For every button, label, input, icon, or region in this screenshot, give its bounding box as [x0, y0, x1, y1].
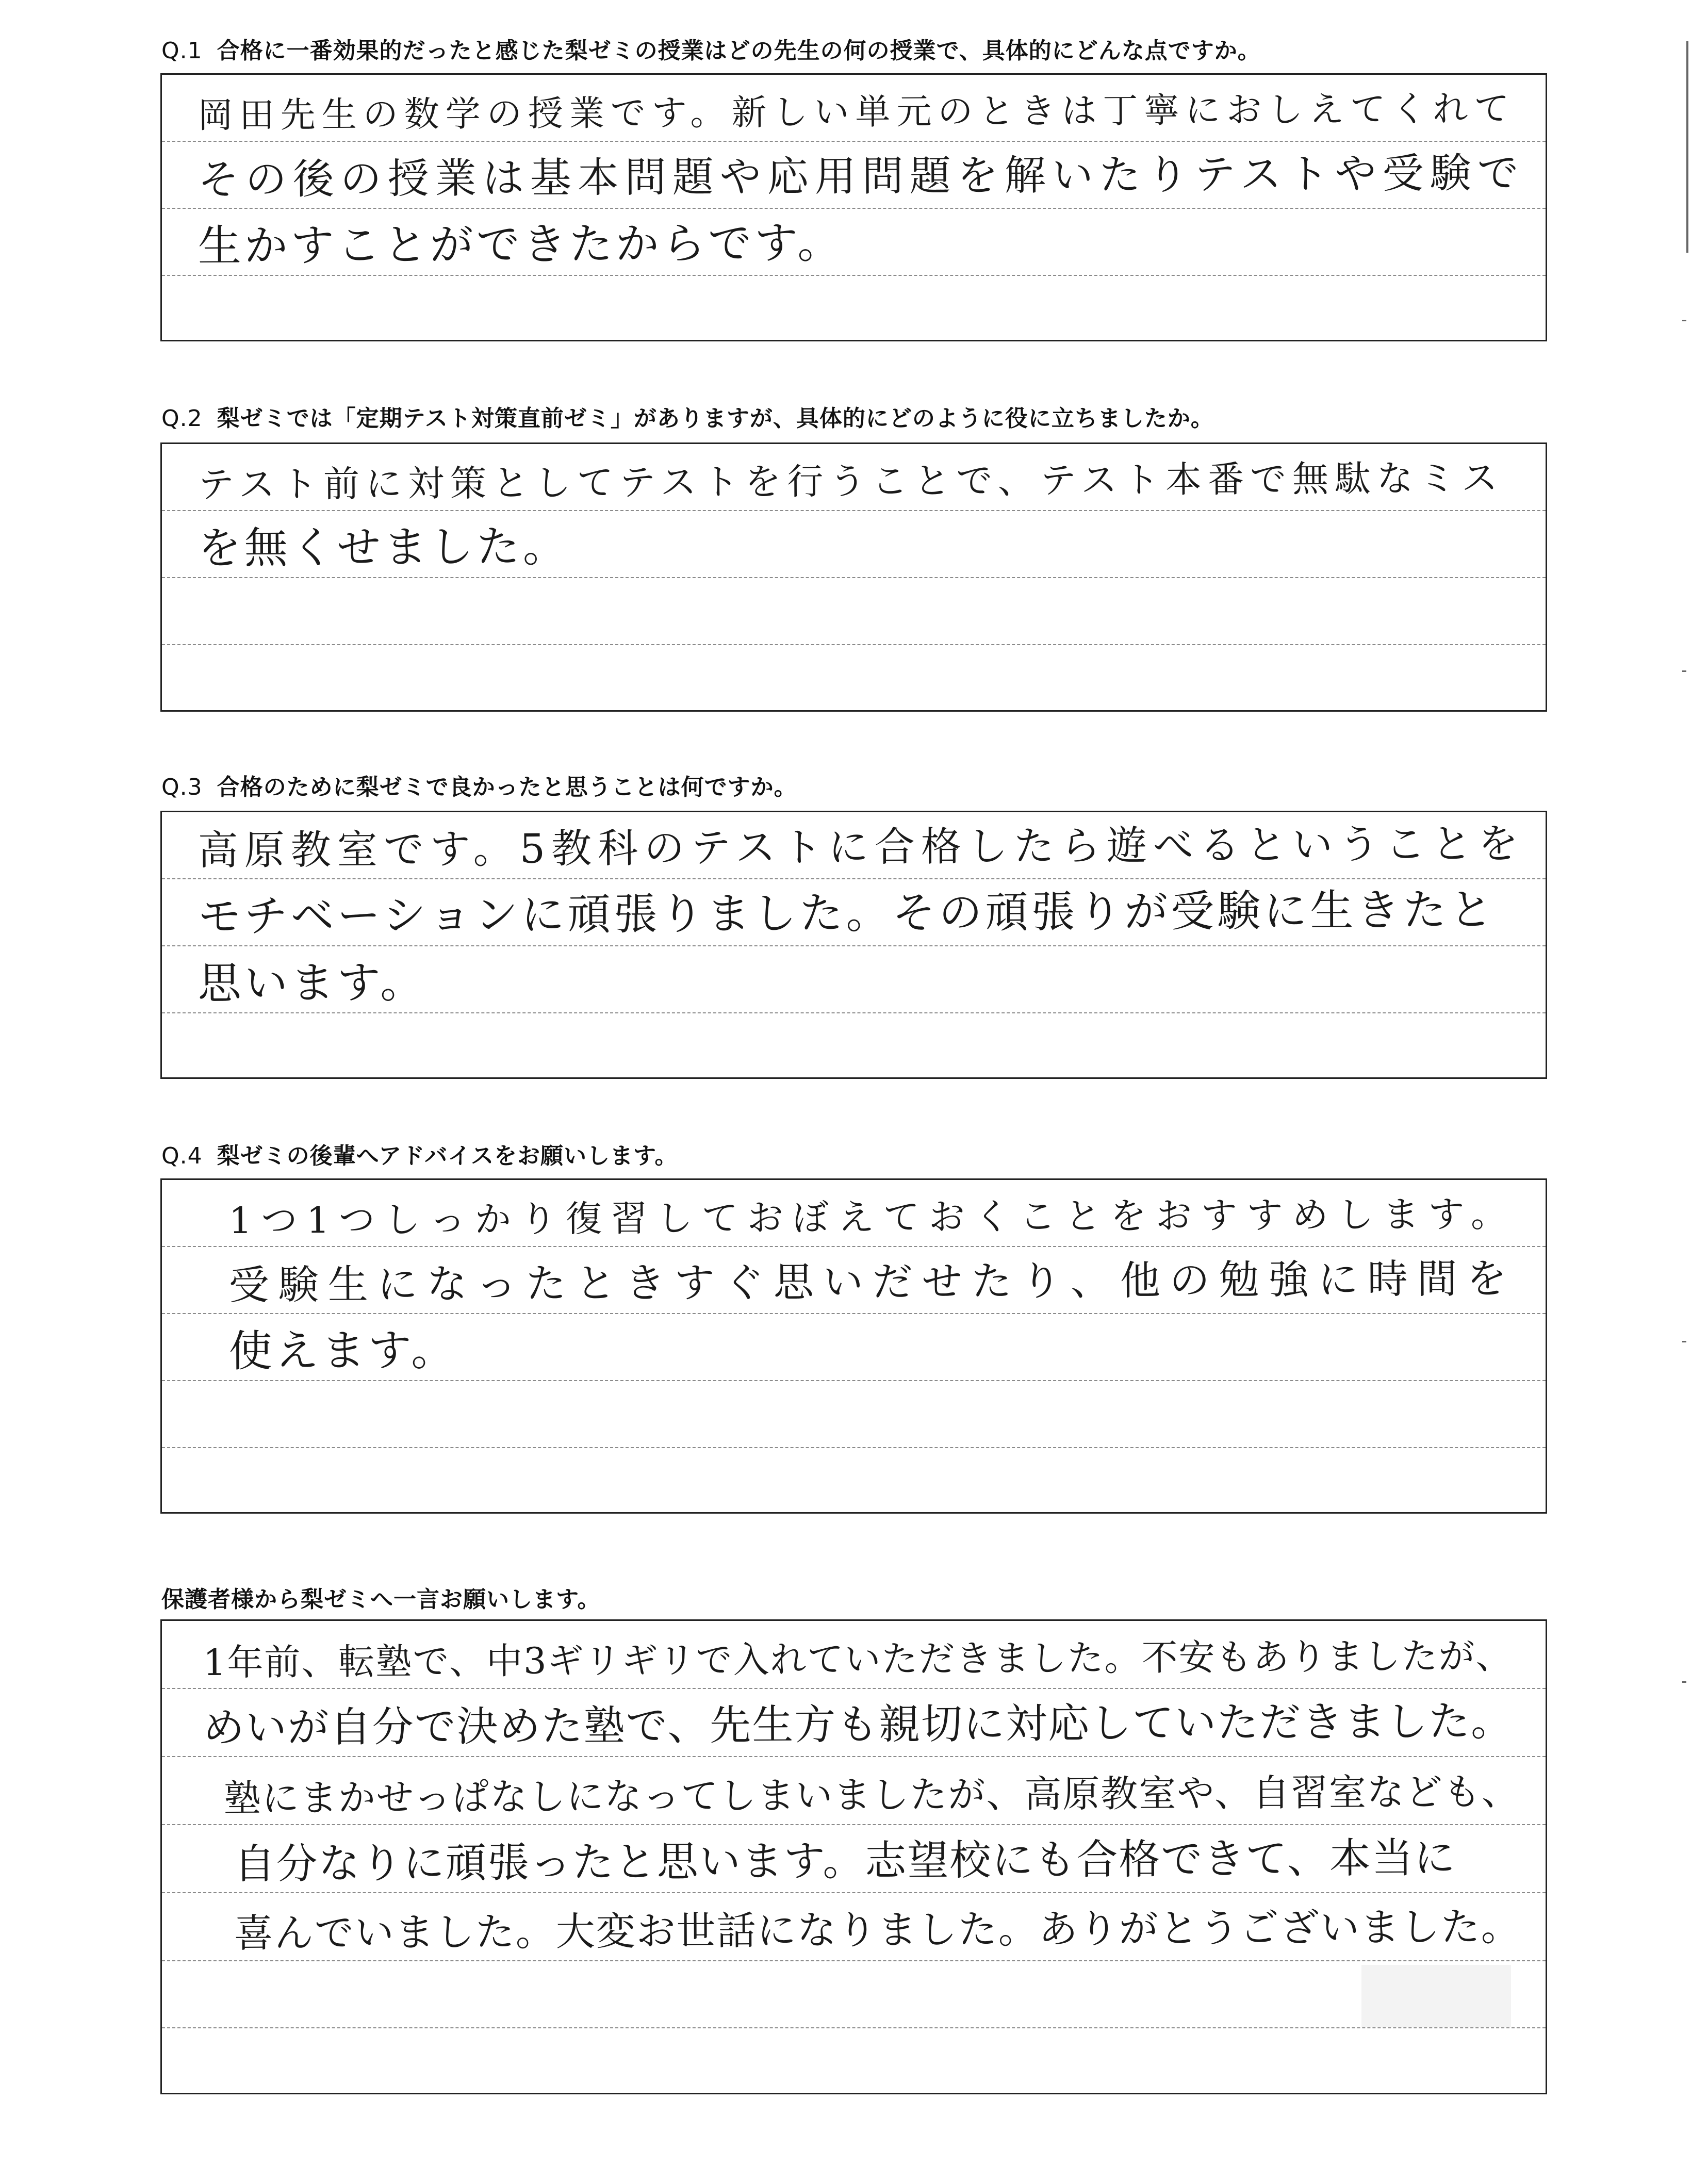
- answer-line: [162, 511, 1546, 578]
- answer-line: [162, 1689, 1546, 1757]
- question-3-label: [161, 768, 797, 801]
- handwritten-line: 高原教室です。5教科のテストに合格したら遊べるということを: [198, 821, 1525, 874]
- answer-line: [162, 1180, 1546, 1247]
- handwritten-line: モチベーションに頑張りました。その頑張りが受験に生きたと: [198, 884, 1496, 942]
- handwritten-line: 受験生になったときすぐ思いだせたり、他の勉強に時間を: [228, 1255, 1517, 1309]
- handwritten-line: 1年前、転塾で、中3ギリギリで入れていただきました。不安もありましたが、: [203, 1634, 1513, 1684]
- answer-line: [162, 1381, 1546, 1448]
- handwritten-line: その後の授業は基本問題や応用問題を解いたりテストや受験で: [198, 149, 1525, 204]
- answer-line: [162, 1013, 1546, 1077]
- answer-box-3: [160, 811, 1547, 1079]
- scan-edge-mark: [1686, 41, 1688, 253]
- scan-smudge: [1361, 1965, 1511, 2027]
- scan-dot: [1682, 1341, 1686, 1342]
- question-1-text: 合格に一番効果的だったと感じた梨ゼミの授業はどの先生の何の授業で、具体的にどんな点ですか。: [217, 38, 1261, 64]
- question-1-label: [161, 32, 1261, 65]
- handwritten-line: 使えます。: [228, 1324, 458, 1376]
- answer-line: [162, 1893, 1546, 1961]
- parent-comment-box: [160, 1619, 1547, 2094]
- parent-comment-text: 保護者様から梨ゼミへ一言お願いします。: [161, 1586, 601, 1613]
- answer-line: [162, 1825, 1546, 1893]
- answer-line: [162, 276, 1546, 340]
- answer-line: [162, 645, 1546, 710]
- answer-box-4: [160, 1178, 1547, 1514]
- answer-line: [162, 142, 1546, 209]
- question-2-number: Q.2: [161, 405, 203, 432]
- answer-line: [162, 578, 1546, 645]
- handwritten-line: 岡田先生の数学の授業です。新しい単元のときは丁寧におしえてくれて: [198, 88, 1516, 136]
- handwritten-line: めいが自分で決めた塾で、先生方も親切に対応していただきました。: [203, 1697, 1514, 1752]
- answer-line: [162, 1757, 1546, 1825]
- handwritten-line: テスト前に対策としてテストを行うことで、テスト本番で無駄なミス: [198, 456, 1504, 506]
- handwritten-line: 喜んでいました。大変お世話になりました。ありがとうございました。: [234, 1903, 1521, 1956]
- scan-dot: [1682, 1681, 1686, 1683]
- answer-line: [162, 2028, 1546, 2093]
- question-3-number: Q.3: [161, 774, 203, 800]
- question-1-number: Q.1: [161, 38, 203, 64]
- answer-line: [162, 1314, 1546, 1381]
- handwritten-line: 塾にまかせっぱなしになってしまいましたが、高原教室や、自習室なども、: [223, 1769, 1520, 1820]
- handwritten-line: 生かすことができたからです。: [198, 217, 844, 271]
- handwritten-line: 思います。: [198, 957, 427, 1009]
- answer-line: [162, 812, 1546, 879]
- answer-line: [162, 1247, 1546, 1314]
- answer-line: [162, 444, 1546, 511]
- answer-box-2: [160, 442, 1547, 712]
- answer-line: [162, 946, 1546, 1013]
- question-4-number: Q.4: [161, 1143, 203, 1169]
- handwritten-line: 自分なりに頑張ったと思います。志望校にも合格できて、本当に: [234, 1833, 1456, 1888]
- question-4-text: 梨ゼミの後輩へアドバイスをお願いします。: [217, 1143, 678, 1169]
- answer-line: [162, 879, 1546, 946]
- answer-line: [162, 75, 1546, 142]
- answer-line: [162, 1448, 1546, 1512]
- handwritten-line: を無くせました。: [198, 521, 570, 573]
- question-3-text: 合格のために梨ゼミで良かったと思うことは何ですか。: [217, 774, 797, 800]
- handwritten-line: 1つ1つしっかり復習しておぼえておくことをおすすめします。: [228, 1192, 1517, 1242]
- scan-dot: [1682, 320, 1686, 321]
- answer-line: [162, 1621, 1546, 1689]
- answer-line: [162, 1961, 1546, 2028]
- parent-comment-label: [161, 1581, 600, 1614]
- scan-dot: [1682, 670, 1686, 672]
- question-2-label: [161, 400, 1214, 433]
- question-4-label: [161, 1137, 678, 1170]
- answer-line: [162, 209, 1546, 276]
- answer-box-1: [160, 73, 1547, 341]
- question-2-text: 梨ゼミでは「定期テスト対策直前ゼミ」がありますが、具体的にどのように役に立ちましたか。: [217, 405, 1214, 432]
